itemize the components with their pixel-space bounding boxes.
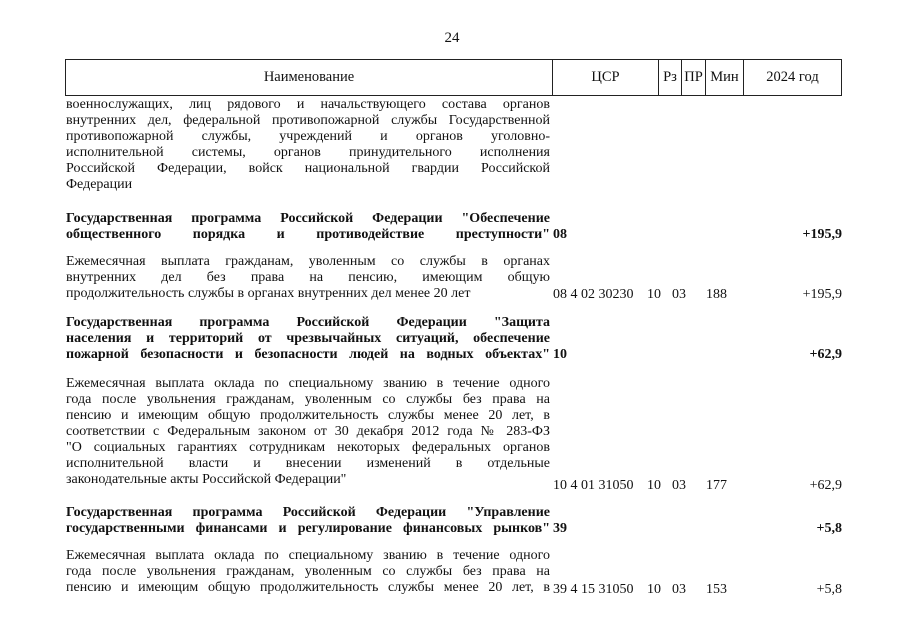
program-csr: 10 <box>553 347 567 362</box>
page-number: 24 <box>444 30 460 46</box>
row-rz: 10 <box>647 287 661 302</box>
table-row-text: Ежемесячная выплата гражданам, уволенным со службы в органах внутренних дел без права на пенсию, имеющим общую продолжительность службы в органах внутренних дел менее 20 лет <box>66 254 550 301</box>
row-amount: +5,8 <box>816 582 842 597</box>
table-header <box>65 59 842 96</box>
program-row-text: Государственная программа Российской Федерации "Обеспечение общественного порядка и противодействие преступности" <box>66 211 550 242</box>
row-csr: 08 4 02 30230 <box>553 287 634 302</box>
row-amount: +195,9 <box>802 287 842 302</box>
program-amount: +5,8 <box>816 521 842 536</box>
row-csr: 10 4 01 31050 <box>553 478 634 493</box>
header-min: Мин <box>706 60 744 95</box>
row-min: 177 <box>706 478 727 493</box>
program-row-text: Государственная программа Российской Федерации "Управление государственными финансами и регулирование финансовых рынков" <box>66 505 550 536</box>
table-row-text: Ежемесячная выплата оклада по специальному званию в течение одного года после увольнения гражданам, уволенным со службы без права на пенсию и имеющим общую продолжительность службы менее 20 лет, в <box>66 548 550 595</box>
row-pr: 03 <box>672 287 686 302</box>
table-row-text: военнослужащих, лиц рядового и начальствующего состава органов внутренних дел, федеральной противопожарной службы Государственной противопожарной службы, учреждений и органов уголовно- исполнительной системы, органов принудительного исполнения Российской Федерации, войск национальной гвардии Российской Федерации <box>66 97 550 192</box>
row-min: 188 <box>706 287 727 302</box>
row-rz: 10 <box>647 478 661 493</box>
header-pr: ПР <box>682 60 706 95</box>
row-min: 153 <box>706 582 727 597</box>
program-amount: +62,9 <box>809 347 842 362</box>
row-pr: 03 <box>672 582 686 597</box>
header-name: Наименование <box>66 60 553 95</box>
row-pr: 03 <box>672 478 686 493</box>
row-amount: +62,9 <box>809 478 842 493</box>
program-csr: 39 <box>553 521 567 536</box>
table-row-text: Ежемесячная выплата оклада по специальному званию в течение одного года после увольнения гражданам, уволенным со службы без права на пенсию и имеющим общую продолжительность службы менее 20 лет, в соответствии с Федеральным законом от 30 декабря 2012 года № 283-ФЗ "О социальных гарантиях сотрудникам некоторых федеральных органов исполнительной власти и внесении изменений в отдельные законодательные акты Российской Федерации" <box>66 376 550 487</box>
program-csr: 08 <box>553 227 567 242</box>
header-rz: Рз <box>659 60 682 95</box>
program-amount: +195,9 <box>802 227 842 242</box>
header-csr: ЦСР <box>553 60 659 95</box>
program-row-text: Государственная программа Российской Федерации "Защита населения и территорий от чрезвычайных ситуаций, обеспечение пожарной безопасности и безопасности людей на водных объектах" <box>66 315 550 362</box>
row-csr: 39 4 15 31050 <box>553 582 634 597</box>
row-rz: 10 <box>647 582 661 597</box>
header-year: 2024 год <box>766 69 819 85</box>
